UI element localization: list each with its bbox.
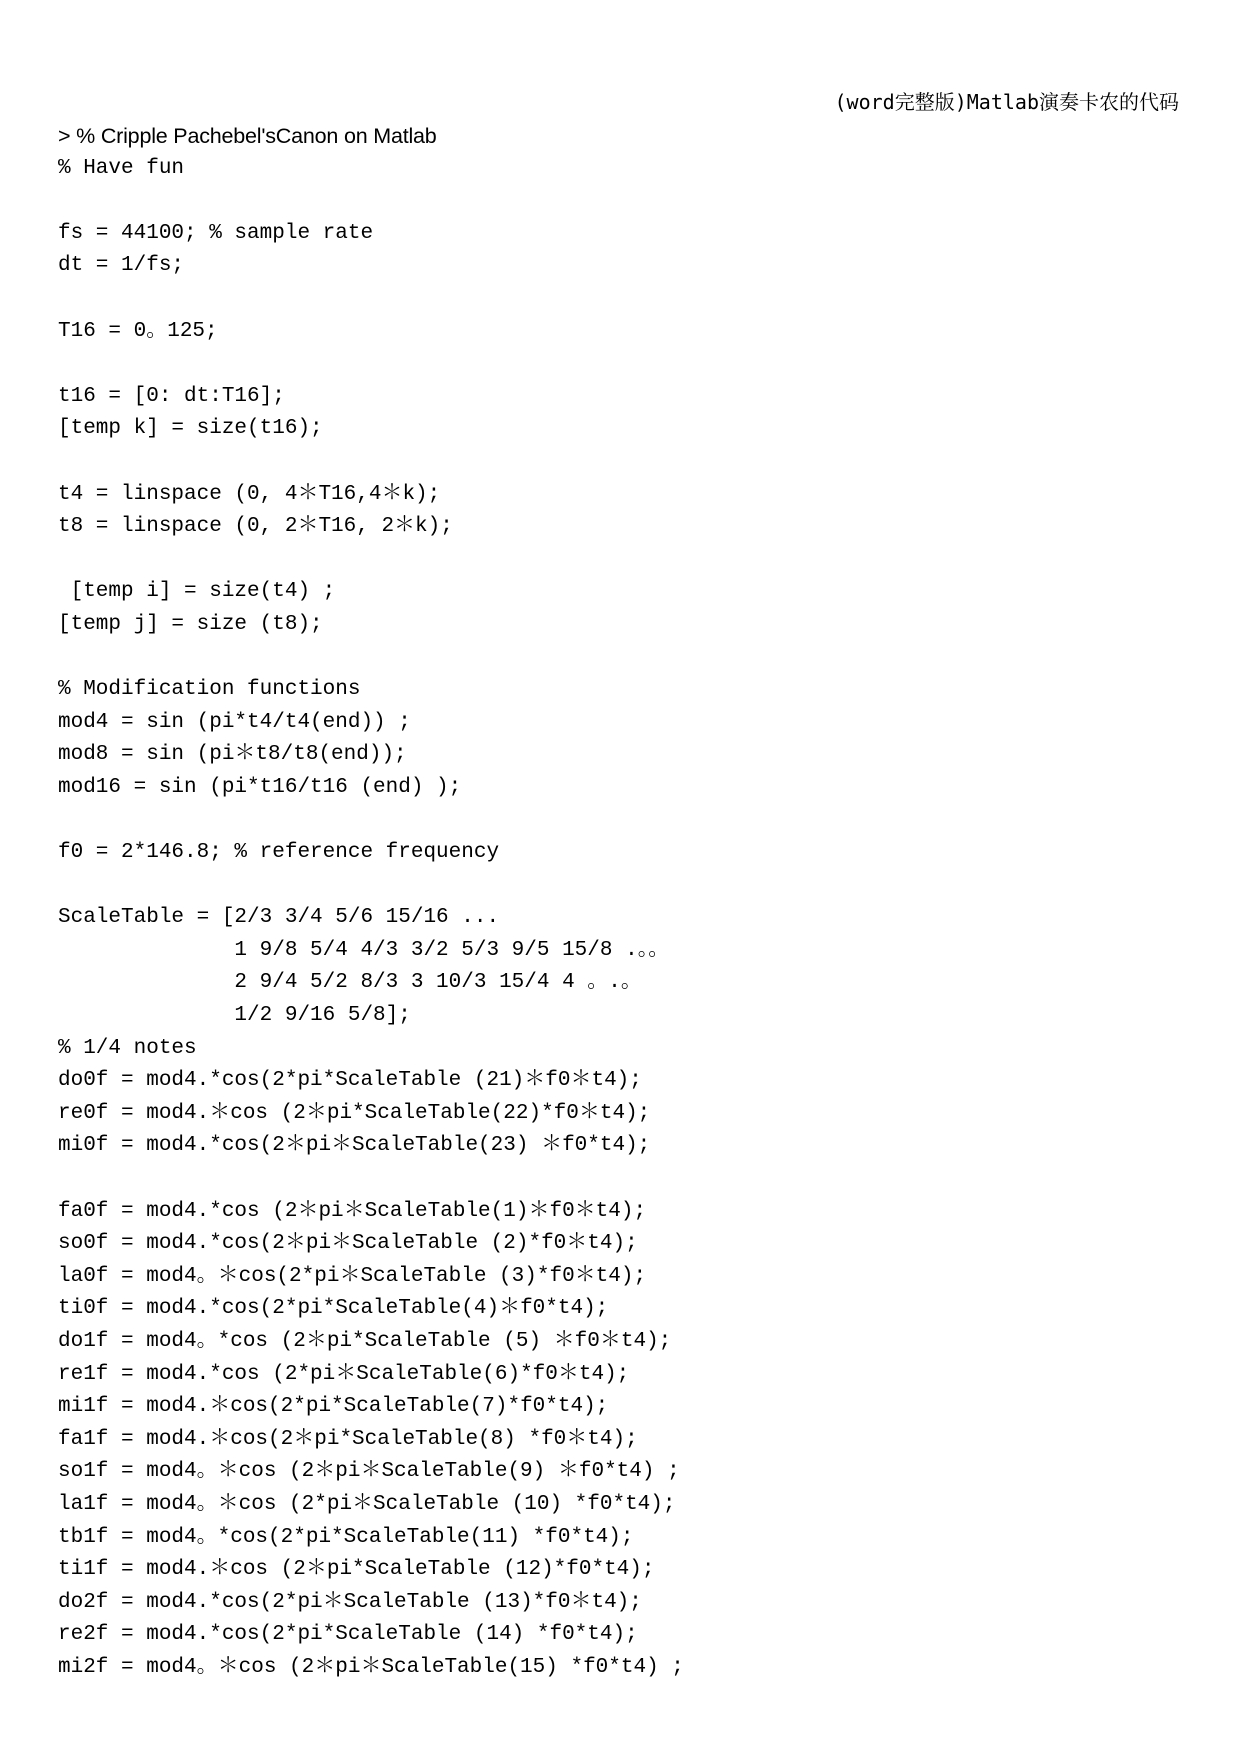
code-line: ti0f = mod4.*cos(2*pi*ScaleTable(4)＊f0*t4); bbox=[58, 1297, 609, 1321]
code-line bbox=[58, 446, 684, 479]
code-line bbox=[58, 544, 684, 577]
code-block bbox=[58, 120, 684, 1685]
code-line bbox=[58, 870, 684, 903]
code-line: 1 9/8 5/4 4/3 3/2 5/3 9/5 15/8 .。。 bbox=[58, 938, 670, 962]
code-line: f0 = 2*146.8; % reference frequency bbox=[58, 841, 500, 865]
code-line bbox=[58, 642, 684, 675]
code-line: mod16 = sin (pi*t16/t16 (end) ); bbox=[58, 775, 462, 799]
code-line: fa0f = mod4.*cos (2＊pi＊ScaleTable(1)＊f0＊t4); bbox=[58, 1199, 647, 1223]
code-line: t8 = linspace (0, 2＊T16, 2＊k); bbox=[58, 515, 453, 539]
code-line: re1f = mod4.*cos (2*pi＊ScaleTable(6)*f0＊t4); bbox=[58, 1362, 630, 1386]
code-line: do1f = mod4。*cos (2＊pi*ScaleTable (5) ＊f0＊t4); bbox=[58, 1329, 672, 1353]
code-line: fs = 44100; % sample rate bbox=[58, 221, 374, 245]
code-line: 2 9/4 5/2 8/3 3 10/3 15/4 4 。.。 bbox=[58, 971, 642, 995]
code-line: dt = 1/fs; bbox=[58, 254, 185, 278]
code-line: ti1f = mod4.＊cos (2＊pi*ScaleTable (12)*f0*t4); bbox=[58, 1558, 655, 1582]
code-line: fa1f = mod4.＊cos(2＊pi*ScaleTable(8) *f0＊t4); bbox=[58, 1427, 638, 1451]
code-line: so0f = mod4.*cos(2＊pi＊ScaleTable (2)*f0＊t4); bbox=[58, 1232, 638, 1256]
code-line: mi2f = mod4。＊cos (2＊pi＊ScaleTable(15) *f0*t4) ; bbox=[58, 1655, 684, 1679]
code-line: [temp j] = size (t8); bbox=[58, 612, 323, 636]
code-line: % Have fun bbox=[58, 156, 185, 180]
code-line: do0f = mod4.*cos(2*pi*ScaleTable (21)＊f0＊t4); bbox=[58, 1069, 642, 1093]
code-line: mi0f = mod4.*cos(2＊pi＊ScaleTable(23) ＊f0*t4); bbox=[58, 1134, 651, 1158]
code-line: la0f = mod4。＊cos(2*pi＊ScaleTable (3)*f0＊t4); bbox=[58, 1264, 647, 1288]
page-header-title: (word完整版)Matlab演奏卡农的代码 bbox=[834, 90, 1179, 114]
code-line: do2f = mod4.*cos(2*pi＊ScaleTable (13)*f0＊t4); bbox=[58, 1590, 642, 1614]
code-line: la1f = mod4。＊cos (2*pi＊ScaleTable (10) *f0*t4); bbox=[58, 1492, 676, 1516]
code-line: re2f = mod4.*cos(2*pi*ScaleTable (14) *f0*t4); bbox=[58, 1623, 638, 1647]
code-line: % 1/4 notes bbox=[58, 1036, 197, 1060]
code-line: ScaleTable = [2/3 3/4 5/6 15/16 ... bbox=[58, 906, 500, 930]
code-line bbox=[58, 804, 684, 837]
code-line: re0f = mod4.＊cos (2＊pi*ScaleTable(22)*f0＊t4); bbox=[58, 1101, 651, 1125]
code-line: t16 = [0: dt:T16]; bbox=[58, 384, 285, 408]
code-title-line: > % Cripple Pachebel'sCanon on Matlab bbox=[58, 124, 437, 148]
code-line: % Modification functions bbox=[58, 678, 361, 702]
code-line bbox=[58, 283, 684, 316]
code-line: [temp i] = size(t4) ; bbox=[58, 580, 336, 604]
code-line bbox=[58, 348, 684, 381]
code-line: mod4 = sin (pi*t4/t4(end)) ; bbox=[58, 710, 411, 734]
code-line bbox=[58, 1163, 684, 1196]
code-line: t4 = linspace (0, 4＊T16,4＊k); bbox=[58, 482, 441, 506]
code-line: mod8 = sin (pi＊t8/t8(end)); bbox=[58, 743, 407, 767]
code-line: [temp k] = size(t16); bbox=[58, 417, 323, 441]
code-line: T16 = 0。125; bbox=[58, 319, 218, 343]
code-line: so1f = mod4。＊cos (2＊pi＊ScaleTable(9) ＊f0*t4) ; bbox=[58, 1460, 680, 1484]
code-line: tb1f = mod4。*cos(2*pi*ScaleTable(11) *f0*t4); bbox=[58, 1525, 634, 1549]
code-line bbox=[58, 185, 684, 218]
code-line: mi1f = mod4.＊cos(2*pi*ScaleTable(7)*f0*t4); bbox=[58, 1395, 609, 1419]
code-line: 1/2 9/16 5/8]; bbox=[58, 1004, 411, 1028]
